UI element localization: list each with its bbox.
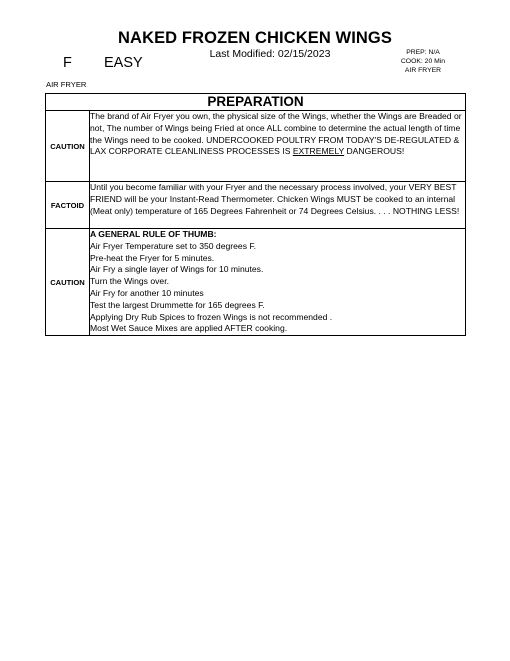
emphasis-text: EXTREMELY: [292, 146, 345, 157]
rule-line: Air Fry a single layer of Wings for 10 minutes.: [90, 264, 264, 275]
rule-heading: A GENERAL RULE OF THUMB:: [90, 229, 217, 239]
cook-method-small: AIR FRYER: [404, 67, 442, 74]
cook-time: COOK: 20 Min: [400, 58, 446, 65]
last-modified-date: Last Modified: 02/15/2023: [209, 48, 331, 60]
caution-text: The brand of Air Fryer you own, the physical size of the Wings, whether the Wings are Breaded or not, The number of Wings being Fried at once ALL combine to determine the actual length of time the Wings need to be cooked. UNDERCOOKED POULTRY FROM TODAY'S DE-REGULATED & LAX CORPORATE CLEANLINESS PROCESSES IS: [90, 111, 462, 157]
rule-line: Air Fry for another 10 minutes: [90, 287, 204, 298]
difficulty-label: EASY: [104, 55, 143, 71]
row-label: FACTOID: [46, 182, 90, 229]
category-letter: F: [63, 55, 72, 71]
row-label: CAUTION: [46, 229, 90, 336]
rule-line: Applying Dry Rub Spices to frozen Wings is not recommended .: [90, 311, 333, 322]
prep-time: PREP: N/A: [406, 49, 440, 56]
row-text: Until you become familiar with your Fryer and the necessary process involved, your VERY BEST FRIEND will be your Instant-Read Thermometer. Chicken Wings MUST be cooked to an internal (Meat only) temperature of 165 Degrees Fahrenheit or 74 Degrees Celsius. . . . NOTHING LESS!: [90, 182, 466, 229]
row-text: [90, 111, 466, 182]
preparation-header-row: [46, 94, 466, 111]
cook-method: AIR FRYER: [46, 80, 87, 89]
table-row: [46, 229, 466, 336]
caution-text-end: DANGEROUS!: [344, 146, 405, 157]
row-label: CAUTION: [46, 111, 90, 182]
row-text: [90, 229, 466, 336]
rule-line: Turn the Wings over.: [90, 276, 169, 287]
rule-line: Air Fryer Temperature set to 350 degrees F.: [90, 240, 257, 251]
rule-line: Test the largest Drummette for 165 degrees F.: [90, 299, 265, 310]
preparation-table: [45, 93, 466, 336]
recipe-title: NAKED FROZEN CHICKEN WINGS: [118, 29, 392, 47]
table-row: [46, 182, 466, 229]
rule-line: Pre-heat the Fryer for 5 minutes.: [90, 252, 215, 263]
rule-line: Most Wet Sauce Mixes are applied AFTER cooking.: [90, 323, 288, 334]
table-row: [46, 111, 466, 182]
preparation-heading: PREPARATION: [46, 94, 466, 111]
